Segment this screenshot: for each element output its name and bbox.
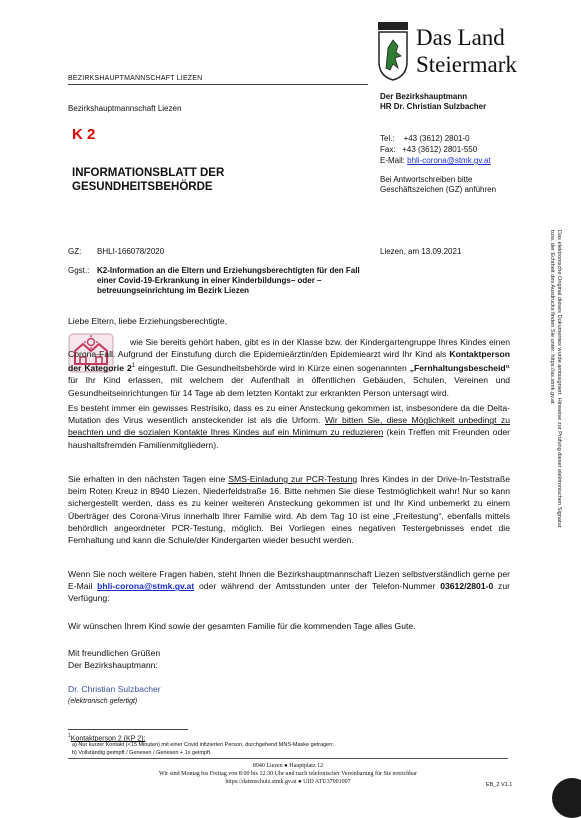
head-name: HR Dr. Christian Sulzbacher [380,102,487,111]
footnote-separator [68,729,188,730]
signature-side-note: Das elektronische Original dieses Dokumentes wurde amtssigniert. Hinweise zur Prüfung dieser elektronischen Signatur bzw. der Echtheit des Ausdrucks finden Sie unter: https://as.stmk.gv.at [549,230,562,528]
p4-phone: 03612/2801-0 [440,581,494,592]
gz-value: BHLI-166078/2020 [97,247,165,256]
logo-text-line1: Das Land [416,25,505,50]
email-link[interactable]: bhli-corona@stmk.gv.at [407,156,491,165]
paragraph-5: Wir wünschen Ihrem Kind sowie der gesamten Familie für die kommenden Tage alles Gute. [68,621,416,631]
fax-line: Fax: +43 (3612) 2801-550 [380,145,478,154]
paragraph-3 [68,473,510,546]
footer-hours: Wir sind Montag bis Freitag von 8:00 bis 12:30 Uhr und nach telefonischer Vereinbarung für Sie erreichbar [159,771,417,777]
category-label: K 2 [72,126,96,143]
p2-text-a: Es besteht immer ein gewisses Restrisiko, dass es zu einer Ansteckung gekommen ist, insbesondere da die Delta-Mutation des Virus wesentlich ansteckender ist als die Urform. [68,403,510,426]
subject-text: K2-Information an die Eltern und Erziehungsberechtigten für den Fall einer Covid-19-Erkrankung in einer Kinderbildungs– oder –betreuungseinrichtung im Bezirk Liezen [97,266,360,295]
reply-note: Bei Antwortschreiben bitte Geschäftszeichen (GZ) anführen [380,175,497,194]
p4-email-link[interactable]: bhli-corona@stmk.gv.at [97,581,195,592]
footer-line [68,758,508,759]
letter-date: Liezen, am 13.09.2021 [380,247,462,256]
footer-privacy: https://datenschutz.stmk.gv.at ● UID ATU37001007 [225,779,351,785]
email-line [380,156,491,166]
subject-label: Ggst.: [68,266,90,275]
p1-kp2: Kontaktperson der Kategorie 2 [68,349,510,374]
scroll-corner-button[interactable] [552,778,581,818]
p4-text-a: Wenn Sie noch weitere Fragen haben, steht Ihnen die Bezirkshauptmannschaft Liezen selbstverständlich gerne per E-Mail [68,569,510,592]
footnote-item-a: a) Nur kurzer Kontakt (<15 Minuten) mit einer Covid infizierten Person, durchgehend MNS-Maske getragen; [72,742,334,748]
p1-text-c: eingestuft. Die Gesundheitsbehörde wird in Kürze einen sogenannten [135,363,410,374]
footer-code: EB_2 V1.1 [486,782,513,788]
closing-greeting: Mit freundlichen Grüßen [68,648,161,658]
footnote-heading: Kontaktperson 2 (KP 2): [70,735,146,743]
p2-text-c: (kein Treffen mit Freunden oder haushaltsfremden Familienmitgliedern). [68,427,511,450]
p3-sms-invitation: SMS-Einladung zur PCR-Testung [228,474,358,484]
p4-text-c: oder während der Amtsstunden unter der Telefon-Nummer [194,581,441,592]
p1-text-a: wie Sie bereits gehört haben, gibt es in der Klasse bzw. der Kindergartengruppe Ihres Kindes einen Corona-Fall. Aufgrund der Einstufung durch die Epidemieärztin/den Epidemiearzt wird Ihr Kind als [68,337,510,360]
styria-coat-of-arms-logo [376,20,410,82]
doc-title: INFORMATIONSBLATT DER GESUNDHEITSBEHÖRDE [72,167,225,193]
gz-label: GZ: [68,247,82,256]
p3-text-c: Ihres Kindes in der Drive-In-Teststraße beim Roten Kreuz in 8940 Liezen, Niederfeldstraße 16. Bitte nehmen Sie diese Testmöglichkeit wahr! Nur so kann sichergestellt werden, dass es zu keiner weiteren Ansteckung gekommen ist und Ihr Kind unbemerkt zu einem Überträger des Corona-Virus innerhalb Ihrer Familie wird. Ab dem Tag 10 ist eine „Freitestung“, ebenfalls mittels behördlich angeordneter PCR-Testung, möglich. Bei Vorliegen eines negativen Testergebnisses endet die Fernhaltung und kann die Schule/der Kindergarten wieder besucht werden. [68,474,510,546]
salutation: Liebe Eltern, liebe Erziehungsberechtigte, [68,316,228,326]
authority-caps: BEZIRKSHAUPTMANNSCHAFT LIEZEN [68,75,203,82]
p2-underlined: Wir bitten Sie, diese Möglichkeit unbedingt zu beachten und die sozialen Kontakte Ihres Kindes auf ein Minimum zu reduzieren [68,415,510,438]
p4-text-e: zur Verfügung: [68,581,510,604]
logo-text-line2: Steiermark [416,52,517,77]
authority-name: Bezirkshauptmannschaft Liezen [68,104,182,113]
paragraph-1 [68,336,510,399]
tel-line: Tel.: +43 (3612) 2801-0 [380,134,470,143]
p1-fernhaltungsbescheid: „Fernhaltungsbescheid“ [409,363,510,374]
p1-footnote-ref: 1 [131,363,136,370]
p3-text-a: Sie erhalten in den nächsten Tagen eine [68,474,229,484]
footnote-item-b: b) Vollständig geimpft / Genesen / Genesen + 1x geimpft. [72,750,212,756]
footnote-number: 1 [68,733,71,739]
signed-note: (elektronisch gefertigt) [68,698,138,705]
signer-name: Dr. Christian Sulzbacher [68,684,161,694]
authority-line [68,84,368,85]
p1-text-e: für Ihr Kind erlassen, mit welchem der Aufenthalt in öffentlichen Gebäuden, Schulen, Vereinen und Gesundheitseinrichtungen für 14 Tage ab dem letzten Kontakt zur erkrankten Person untersagt wird. [68,375,510,398]
footer-address: 8940 Liezen ● Hauptplatz 12 [252,763,324,769]
head-title: Der Bezirkshauptmann [380,92,468,101]
email-label: E-Mail: [380,156,405,165]
paragraph-4 [68,568,510,605]
closing-role: Der Bezirkshauptmann: [68,660,158,670]
paragraph-2 [68,402,510,451]
